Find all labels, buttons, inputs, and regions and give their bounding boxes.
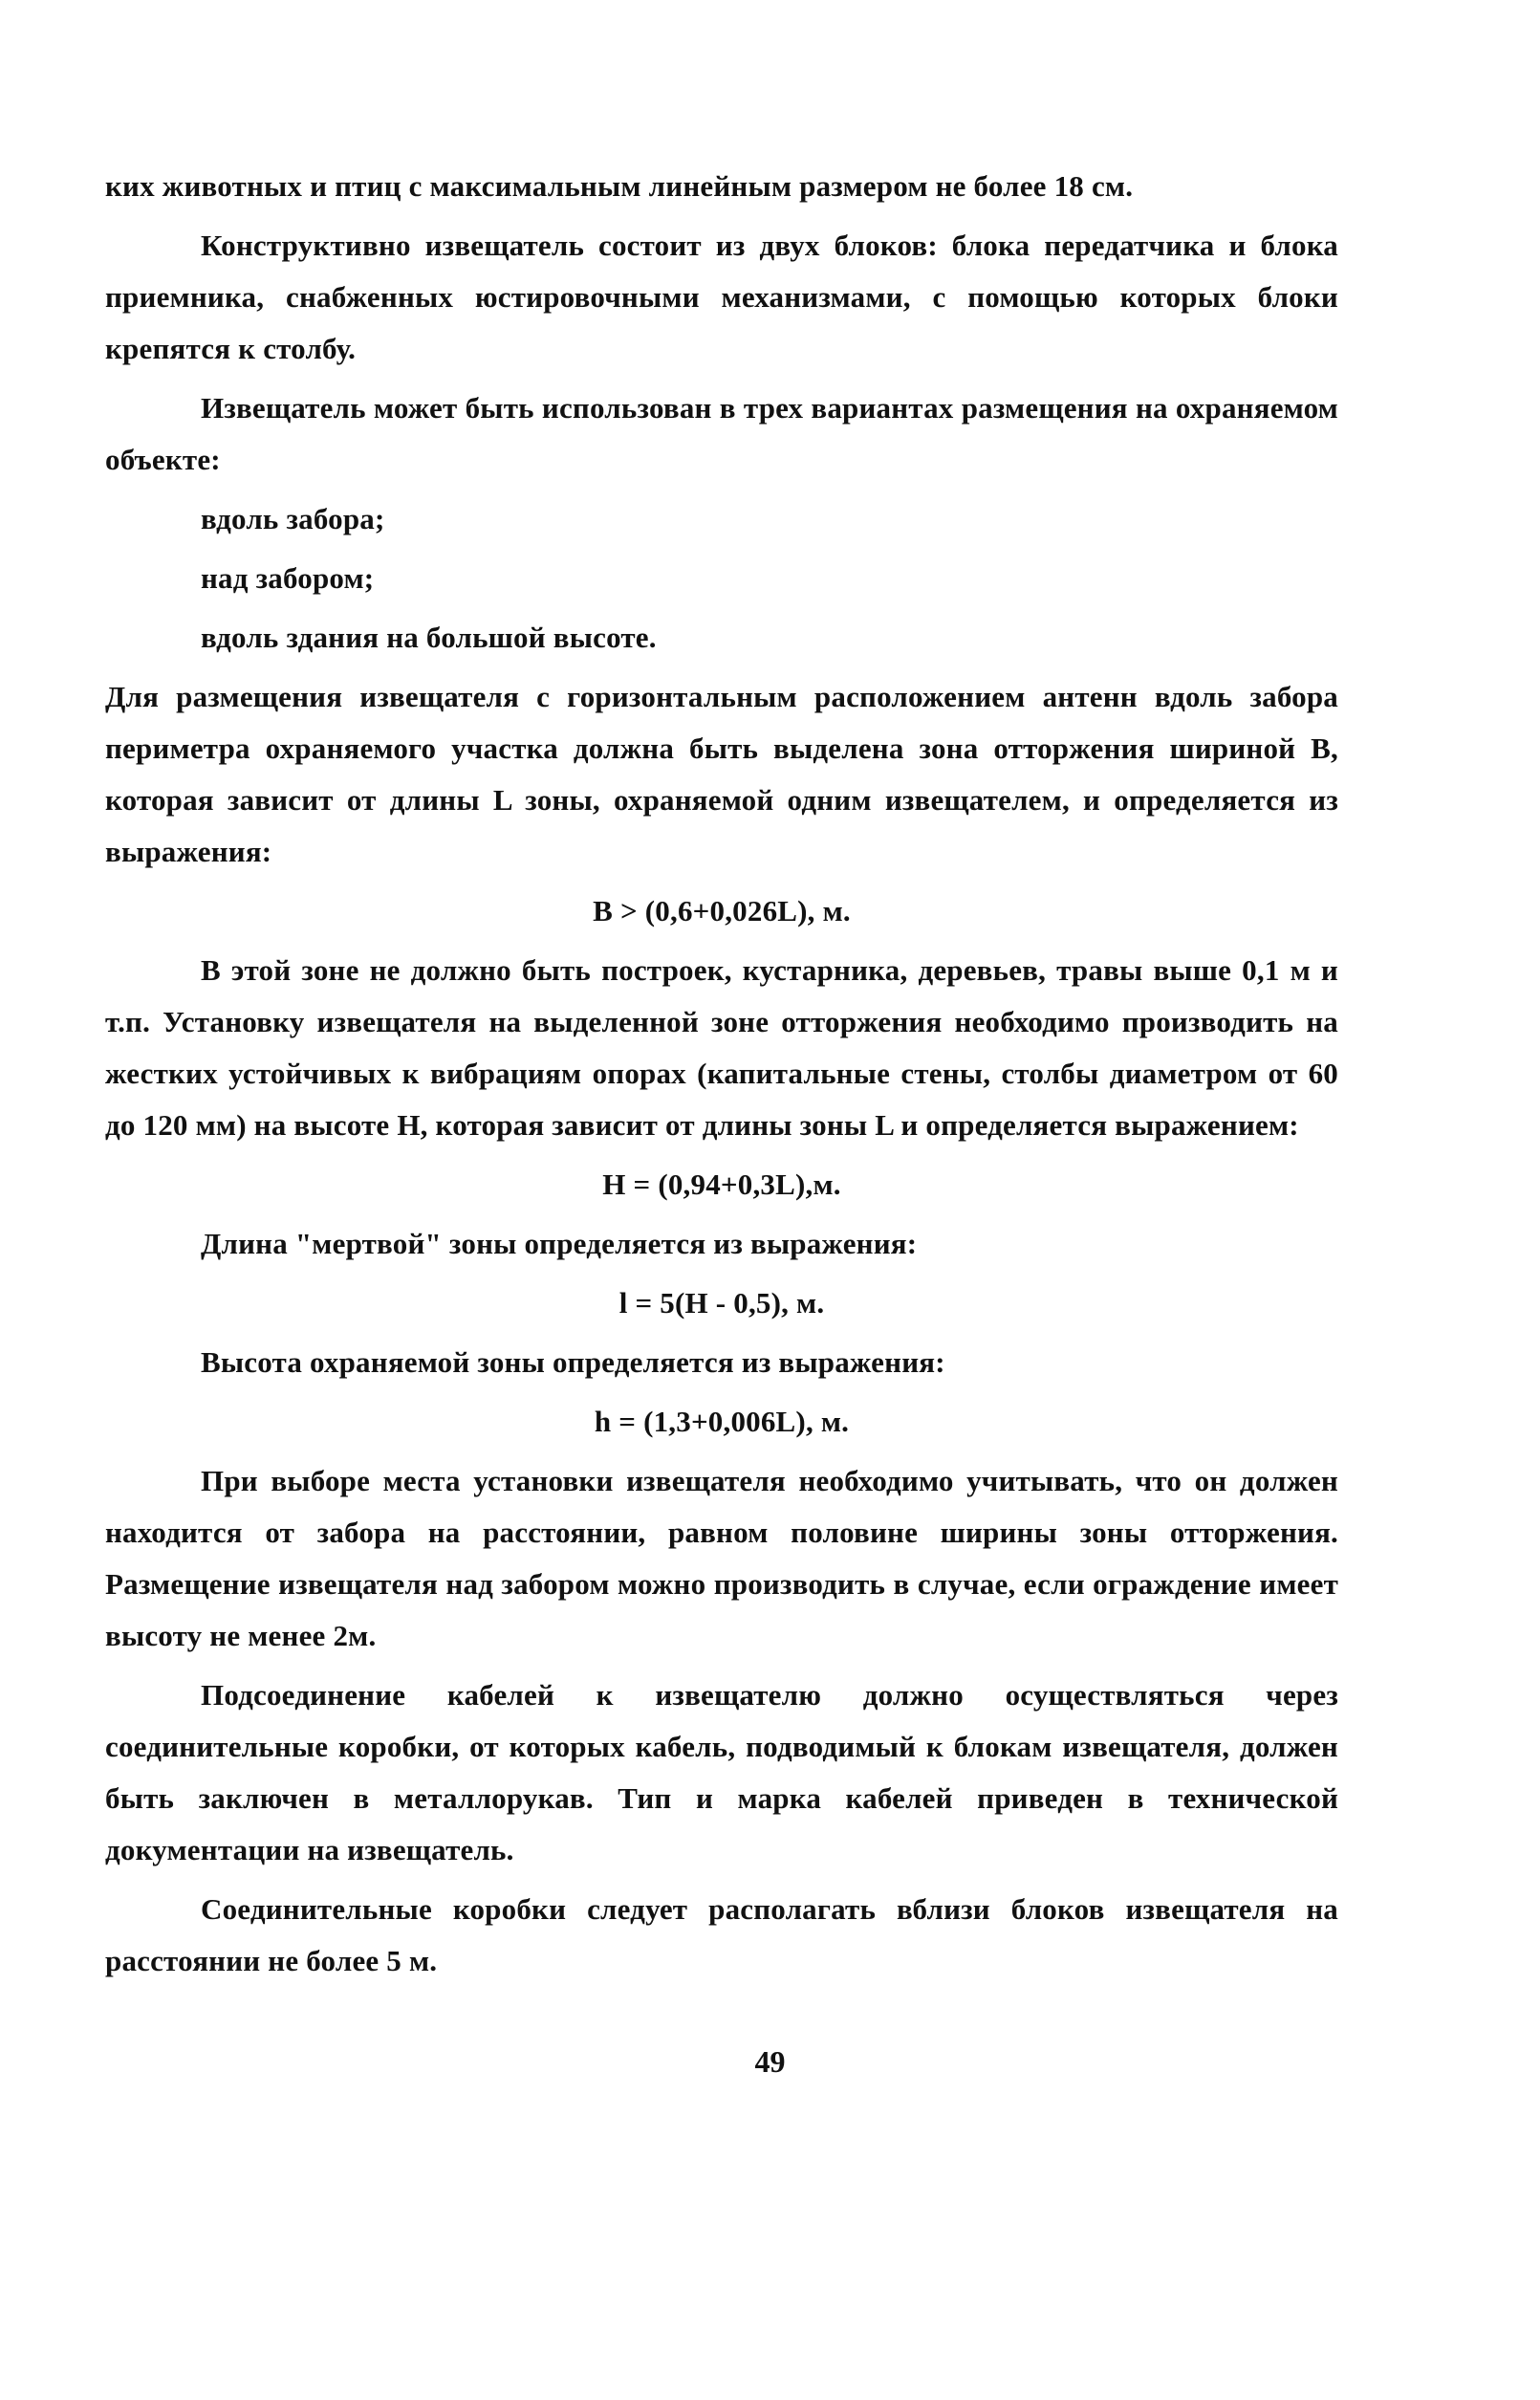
page-body [105,161,1338,1995]
formula-dead-zone: l = 5(H - 0,5), м. [618,1286,825,1320]
list-item-along-fence: вдоль забора; [201,502,385,535]
paragraph-installation: В этой зоне не должно быть построек, кустарника, деревьев, травы выше 0,1 м и т.п. Установку извещателя на выделенной зоне отторжения необходимо производить на жестких устойчивых к вибрациям опорах (капитальные стены, столбы диаметром от 60 до 120 мм) на высоте Н, которая зависит от длины зоны L и определяется выражением: [105,953,1338,1142]
formula-height: H = (0,94+0,3L),м. [602,1167,841,1201]
page-number: 49 [754,2044,786,2079]
paragraph-cables: Подсоединение кабелей к извещателю должно осуществляться через соединительные коробки, от которых кабель, подводимый к блокам извещателя, должен быть заключен в металлорукав. Тип и марка кабелей приведен в технической документации на извещатель. [105,1678,1338,1866]
paragraph-placement-options: Извещатель может быть использован в трех вариантах размещения на охраняемом объекте: [105,391,1338,476]
list-item-along-building: вдоль здания на большой высоте. [201,621,657,654]
formula-zone-width: B > (0,6+0,026L), м. [593,894,851,927]
paragraph-exclusion-zone: Для размещения извещателя с горизонтальным расположением антенн вдоль забора периметра охраняемого участка должна быть выделена зона отторжения шириной В, которая зависит от длины L зоны, охраняемой одним извещателем, и определяется из выражения: [105,680,1338,868]
paragraph-dead-zone: Длина "мертвой" зоны определяется из выражения: [201,1227,918,1260]
paragraph-site-selection: При выборе места установки извещателя необходимо учитывать, что он должен находится от забора на расстоянии, равном половине ширины зоны отторжения. Размещение извещателя над забором можно производить в случае, если ограждение имеет высоту не менее 2м. [105,1464,1338,1652]
paragraph-continuation: ких животных и птиц с максимальным линейным размером не более 18 см. [105,169,1134,203]
paragraph-construction: Конструктивно извещатель состоит из двух блоков: блока передатчика и блока приемника, снабженных юстировочными механизмами, с помощью которых блоки крепятся к столбу. [105,229,1338,365]
paragraph-junction-boxes: Соединительные коробки следует располагать вблизи блоков извещателя на расстоянии не более 5 м. [105,1892,1338,1977]
paragraph-protected-height: Высота охраняемой зоны определяется из выражения: [201,1345,945,1379]
formula-protected-height: h = (1,3+0,006L), м. [594,1405,850,1438]
list-item-above-fence: над забором; [201,561,375,595]
